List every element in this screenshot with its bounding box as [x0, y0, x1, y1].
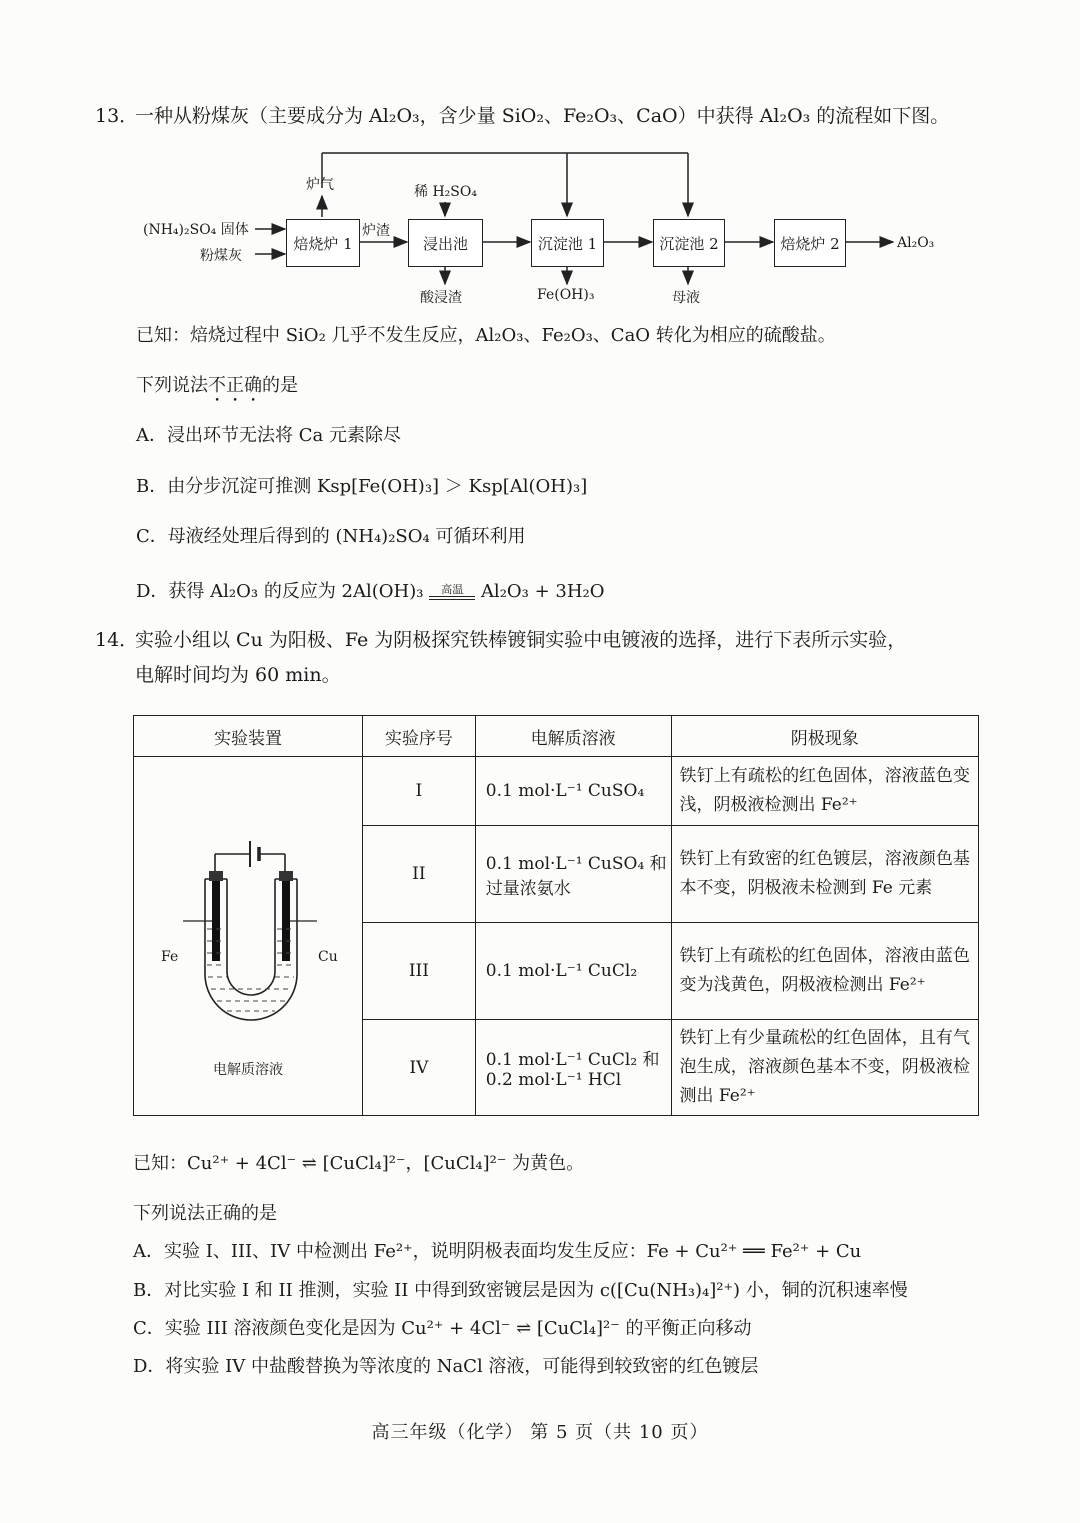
- row-phenomenon: 铁钉上有致密的红色镀层，溶液颜色基本不变，阴极液未检测到 Fe 元素: [671, 826, 978, 923]
- flow-label-product: Al₂O₃: [897, 235, 935, 251]
- experiment-table: [133, 715, 979, 1116]
- q13-option-d: [136, 578, 605, 606]
- flow-box-precip-tank-1: 沉淀池 1: [531, 219, 604, 267]
- flow-box-furnace-2: 焙烧炉 2: [774, 219, 846, 267]
- q13-prompt-a: 下列说法: [136, 375, 208, 396]
- table-header: 实验装置: [134, 716, 363, 757]
- row-solution: 0.1 mol·L⁻¹ CuSO₄ 和过量浓氨水: [475, 826, 671, 923]
- q13-option-d-right: Al₂O₃ + 3H₂O: [480, 581, 605, 602]
- q13-option-d-condition-text: 高温: [441, 583, 464, 596]
- q13-stem-text: 一种从粉煤灰（主要成分为 Al₂O₃，含少量 SiO₂、Fe₂O₃、CaO）中获得 Al₂O₃ 的流程如下图。: [135, 105, 950, 127]
- page-footer: 高三年级（化学） 第 5 页（共 10 页）: [371, 1422, 709, 1443]
- q14-stem-line2: 电解时间均为 60 min。: [135, 664, 341, 686]
- row-phenomenon: 铁钉上有疏松的红色固体，溶液由蓝色变为浅黄色，阴极液检测出 Fe²⁺: [671, 923, 978, 1020]
- table-header-row: [134, 716, 979, 757]
- q13-known: 已知：焙烧过程中 SiO₂ 几乎不发生反应，Al₂O₃、Fe₂O₃、CaO 转化为相应的硫酸盐。: [136, 325, 836, 346]
- flow-label-mother-liquor: 母液: [672, 290, 700, 306]
- flow-box-precip-tank-2: 沉淀池 2: [653, 219, 725, 267]
- flow-arrows: [0, 0, 1080, 330]
- flow-label-acid-residue: 酸浸渣: [420, 290, 462, 306]
- q14-stem: [95, 625, 906, 655]
- q13-option-b: B．由分步沉淀可推测 Ksp[Fe(OH)₃] ＞ Ksp[Al(OH)₃]: [136, 476, 588, 497]
- flow-label-slag: 炉渣: [362, 223, 390, 239]
- flow-label-dilute-acid: 稀 H₂SO₄: [414, 184, 477, 200]
- q13-option-c: C．母液经处理后得到的 (NH₄)₂SO₄ 可循环利用: [136, 526, 526, 547]
- row-id: III: [363, 923, 476, 1020]
- apparatus-cell: [134, 757, 363, 1116]
- q13-prompt-c: 的是: [262, 375, 298, 396]
- q14-known: 已知：Cu²⁺ + 4Cl⁻ ⇌ [CuCl₄]²⁻，[CuCl₄]²⁻ 为黄色。: [133, 1153, 585, 1174]
- q14-option-a: A．实验 I、III、IV 中检测出 Fe²⁺，说明阴极表面均发生反应：Fe + Cu²⁺ ══ Fe²⁺ + Cu: [133, 1241, 862, 1262]
- q13-number: 13．: [95, 105, 139, 127]
- row-id: I: [363, 757, 476, 826]
- row-id: II: [363, 826, 476, 923]
- flow-label-iron-hydroxide: Fe(OH)₃: [537, 287, 595, 303]
- flow-input-ammonium-sulfate: (NH₄)₂SO₄ 固体: [143, 222, 249, 238]
- q14-option-b: B．对比实验 I 和 II 推测，实验 II 中得到致密镀层是因为 c([Cu(NH₃)₄]²⁺) 小，铜的沉积速率慢: [133, 1280, 908, 1301]
- q13-option-a: A．浸出环节无法将 Ca 元素除尽: [136, 425, 401, 446]
- q14-option-d: D．将实验 IV 中盐酸替换为等浓度的 NaCl 溶液，可能得到较致密的红色镀层: [133, 1356, 759, 1377]
- table-row: [134, 757, 979, 826]
- q13-prompt: [136, 372, 298, 406]
- q14-option-c: C．实验 III 溶液颜色变化是因为 Cu²⁺ + 4Cl⁻ ⇌ [CuCl₄]²⁻ 的平衡正向移动: [133, 1318, 752, 1339]
- q14-number: 14．: [95, 629, 139, 651]
- equals-sign-icon: [429, 596, 475, 600]
- fe-electrode-label: Fe: [161, 949, 179, 965]
- row-solution: 0.1 mol·L⁻¹ CuCl₂ 和 0.2 mol·L⁻¹ HCl: [475, 1020, 671, 1116]
- q14-prompt: 下列说法正确的是: [133, 1203, 277, 1224]
- flow-label-furnace-gas: 炉气: [306, 177, 334, 193]
- table-header: 电解质溶液: [475, 716, 671, 757]
- electrolyte-caption: 电解质溶液: [213, 1062, 283, 1078]
- q13-option-d-left: D．获得 Al₂O₃ 的反应为 2Al(OH)₃: [136, 581, 424, 602]
- q13-option-d-condition: [429, 584, 475, 600]
- row-solution: 0.1 mol·L⁻¹ CuSO₄: [475, 757, 671, 826]
- flow-box-furnace-1: 焙烧炉 1: [286, 219, 360, 267]
- q13-prompt-emphasis: 不正确: [208, 375, 262, 396]
- row-phenomenon: 铁钉上有少量疏松的红色固体，且有气泡生成，溶液颜色基本不变，阴极液检测出 Fe²⁺: [671, 1020, 978, 1116]
- row-phenomenon: 铁钉上有疏松的红色固体，溶液蓝色变浅，阴极液检测出 Fe²⁺: [671, 757, 978, 826]
- row-id: IV: [363, 1020, 476, 1116]
- flow-input-fly-ash: 粉煤灰: [200, 248, 242, 264]
- table-header: 阴极现象: [671, 716, 978, 757]
- table-header: 实验序号: [363, 716, 476, 757]
- flow-box-leach-tank: 浸出池: [408, 219, 483, 267]
- row-solution: 0.1 mol·L⁻¹ CuCl₂: [475, 923, 671, 1020]
- cu-electrode-label: Cu: [318, 949, 338, 965]
- q14-stem-line1: 实验小组以 Cu 为阳极、Fe 为阴极探究铁棒镀铜实验中电镀液的选择，进行下表所示实验，: [135, 629, 907, 651]
